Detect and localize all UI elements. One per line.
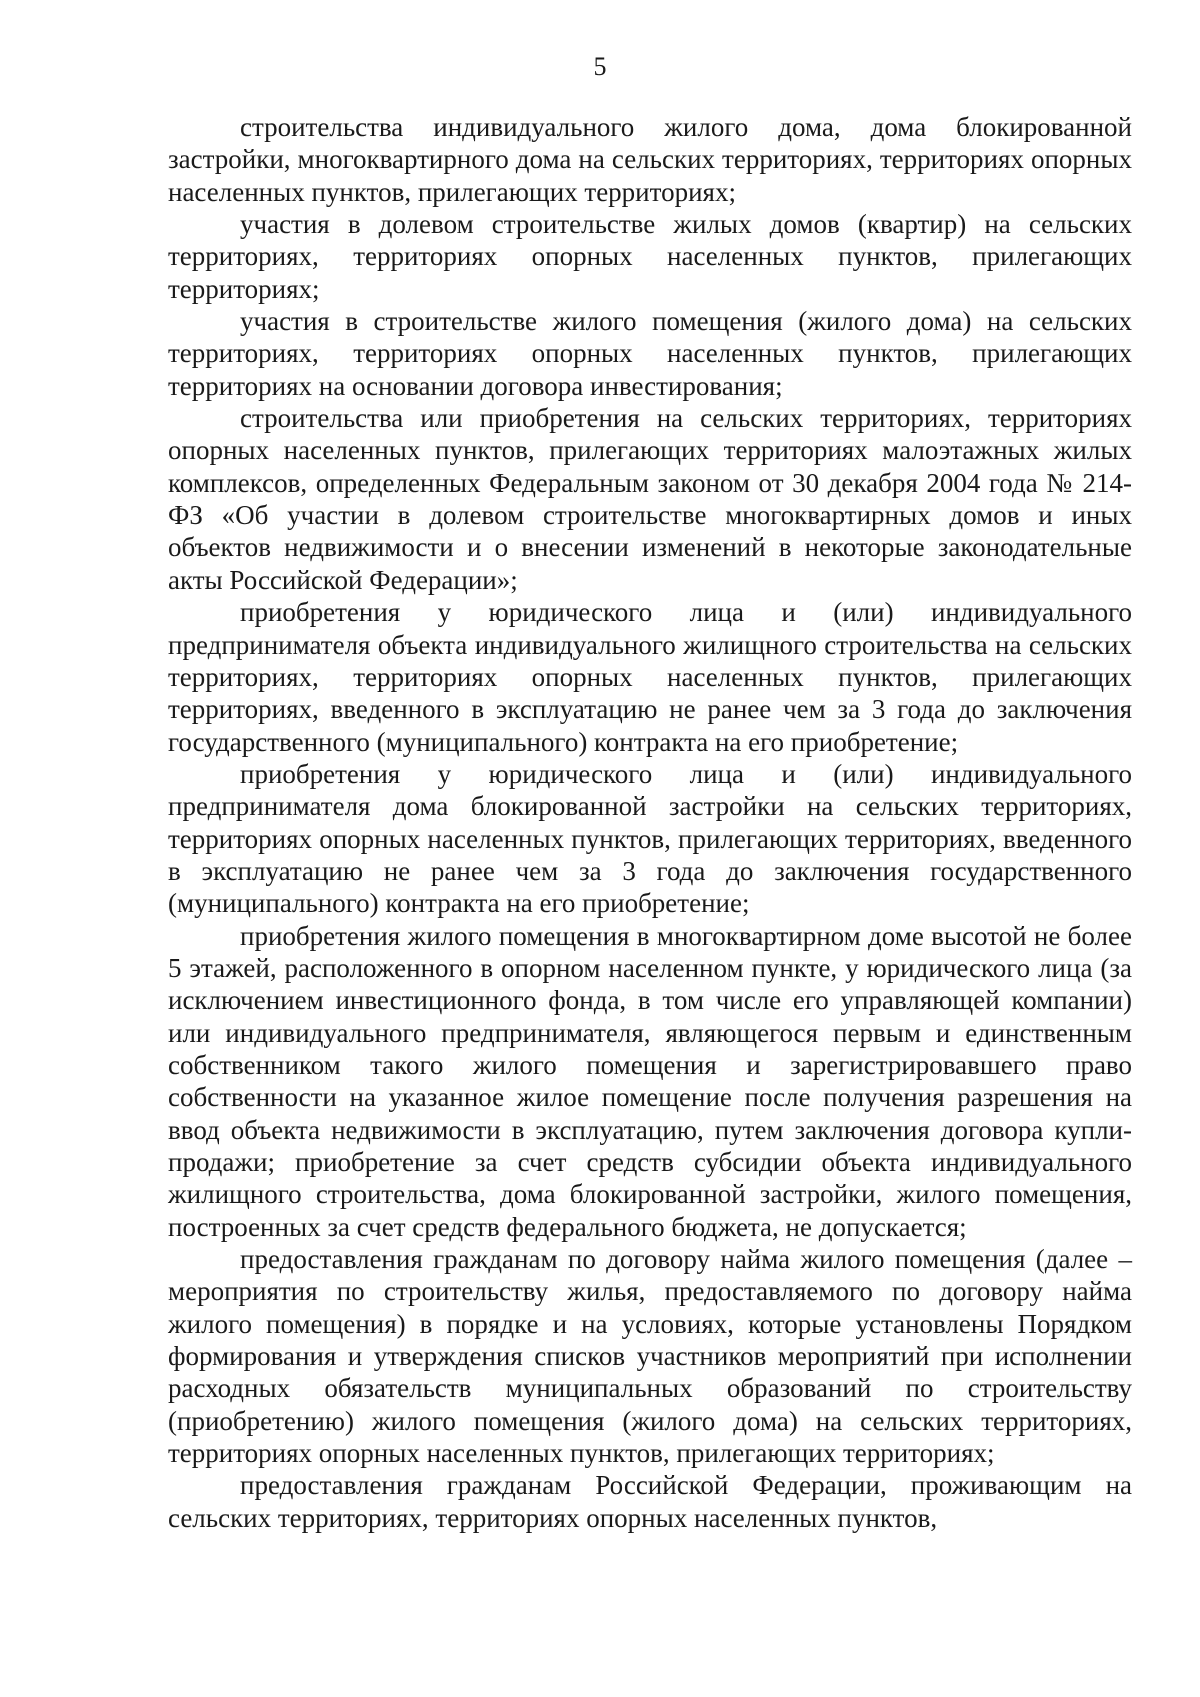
paragraph: участия в долевом строительстве жилых домов (квартир) на сельских территориях, территориях опорных населенных пунктов, прилегающих территориях; bbox=[168, 209, 1132, 304]
paragraph: участия в строительстве жилого помещения (жилого дома) на сельских территориях, территориях опорных населенных пунктов, прилегающих территориях на основании договора инвестирования; bbox=[168, 306, 1132, 401]
paragraph: предоставления гражданам Российской Федерации, проживающим на сельских территориях, территориях опорных населенных пунктов, bbox=[168, 1470, 1132, 1533]
paragraph: приобретения жилого помещения в многоквартирном доме высотой не более 5 этажей, расположенного в опорном населенном пункте, у юридического лица (за исключением инвестиционного фонда, в том числе его управляющей компании) или индивидуального предпринимателя, являющегося первым и единственным собственником такого жилого помещения и зарегистрировавшего право собственности на указанное жилое помещение после получения разрешения на ввод объекта недвижимости в эксплуатацию, путем заключения договора купли-продажи; приобретение за счет средств субсидии объекта индивидуального жилищного строительства, дома блокированной застройки, жилого помещения, построенных за счет средств федерального бюджета, не допускается; bbox=[168, 920, 1132, 1242]
paragraph: строительства индивидуального жилого дома, дома блокированной застройки, многоквартирного дома на сельских территориях, территориях опорных населенных пунктов, прилегающих территориях; bbox=[168, 112, 1132, 207]
paragraph: приобретения у юридического лица и (или) индивидуального предпринимателя объекта индивидуального жилищного строительства на сельских территориях, территориях опорных населенных пунктов, прилегающих территориях, введенного в эксплуатацию не ранее чем за 3 года до заключения государственного (муниципального) контракта на его приобретение; bbox=[168, 597, 1132, 757]
document-body bbox=[168, 111, 1132, 1534]
paragraph: строительства или приобретения на сельских территориях, территориях опорных населенных пунктов, прилегающих территориях малоэтажных жилых комплексов, определенных Федеральным законом от 30 декабря 2004 года № 214-ФЗ «Об участии в долевом строительстве многоквартирных домов и иных объектов недвижимости и о внесении изменений в некоторые законодательные акты Российской Федерации»; bbox=[168, 403, 1132, 595]
paragraph: предоставления гражданам по договору найма жилого помещения (далее – мероприятия по строительству жилья, предоставляемого по договору найма жилого помещения) в порядке и на условиях, которые установлены Порядком формирования и утверждения списков участников мероприятий при исполнении расходных обязательств муниципальных образований по строительству (приобретению) жилого помещения (жилого дома) на сельских территориях, территориях опорных населенных пунктов, прилегающих территориях; bbox=[168, 1244, 1132, 1469]
paragraph: приобретения у юридического лица и (или) индивидуального предпринимателя дома блокированной застройки на сельских территориях, территориях опорных населенных пунктов, прилегающих территориях, введенного в эксплуатацию не ранее чем за 3 года до заключения государственного (муниципального) контракта на его приобретение; bbox=[168, 758, 1132, 919]
page-number: 5 bbox=[593, 52, 607, 81]
